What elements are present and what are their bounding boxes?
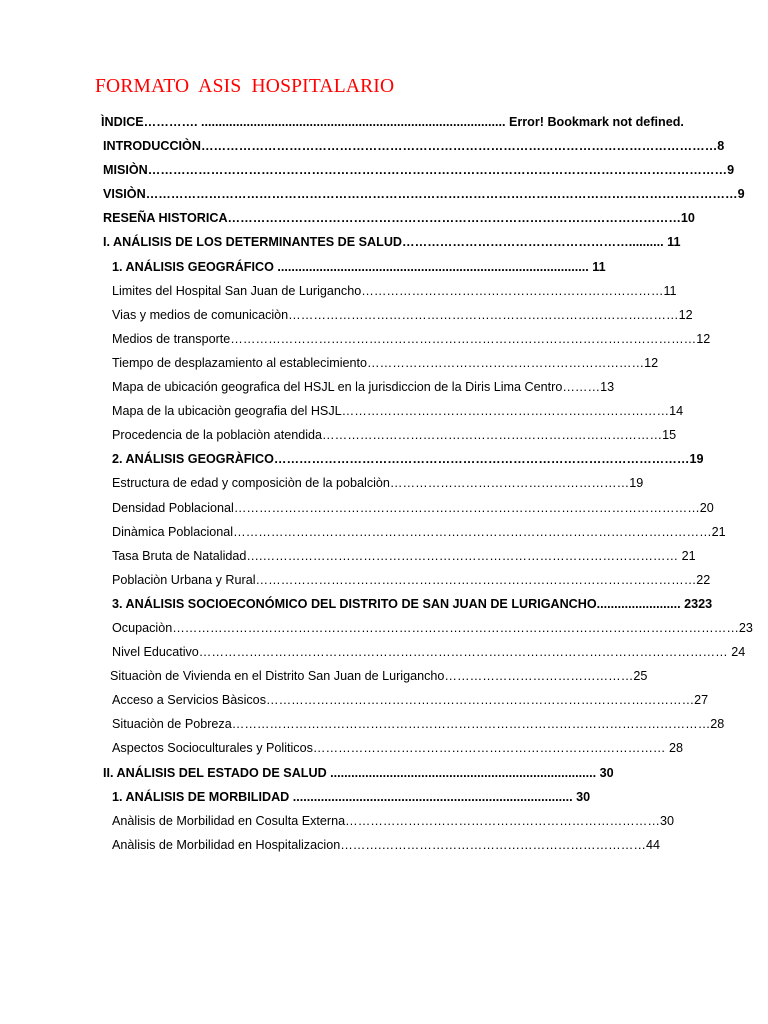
toc-entry: Medios de transporte…………………………………………………………………………………………………12 — [112, 331, 711, 346]
toc-entry: RESEÑA HISTORICA………………………………………………………………………………………………10 — [103, 211, 695, 226]
toc-entry: Ocupaciòn………………………………………………………………………………………………………………………23 — [112, 620, 753, 635]
toc-entry: II. ANÁLISIS DEL ESTADO DE SALUD ............................................................................ 30 — [103, 765, 614, 780]
toc-entry: 1. ANÁLISIS DE MORBILIDAD ................................................................................ 30 — [112, 789, 591, 804]
toc-entry: Limites del Hospital San Juan de Lurigancho………………………………………………………………11 — [112, 283, 677, 298]
toc-entry: Aspectos Socioculturales y Politicos………………………………………………………………………… 28 — [112, 741, 684, 756]
toc-entry: Tiempo de desplazamiento al establecimiento…………………………………………………………12 — [112, 355, 659, 370]
toc-entry: Nivel Educativo……………………………………………………………………………………………………………… 24 — [112, 645, 746, 660]
toc-entry: Tasa Bruta de Natalidad….……………………………………………………………………………………… 21 — [112, 548, 696, 563]
toc-entry: VISIÒN……………………………………………………………………………………………………………………………9 — [103, 187, 745, 202]
toc-entry: INTRODUCCIÒN……………………………………………………………………………………………………………8 — [103, 139, 725, 154]
toc-entry: Vias y medios de comunicaciòn…………………………………………………………………………………12 — [112, 307, 693, 322]
toc-entry: Poblaciòn Urbana y Rural……………………………………………………………………………………………22 — [112, 572, 711, 587]
toc-entry: Acceso a Servicios Bàsicos…………………………………………………………………………………………27 — [112, 693, 709, 708]
toc-entry: ÌNDICE…………. ....................................................................................... Error! Bookmark not defined. — [101, 115, 684, 129]
toc-entry: Mapa de la ubicaciòn geografia del HSJL……………………………………………………………………14 — [112, 404, 684, 419]
toc-entry: Procedencia de la poblaciòn atendida………………………………………………………………………15 — [112, 428, 677, 443]
toc-entry: MISIÒN…………………………………………………………………………………………………………………………9 — [103, 163, 735, 178]
toc-entry: 1. ANÁLISIS GEOGRÁFICO ......................................................................................... 11 — [112, 259, 606, 274]
toc-entry: Anàlisis de Morbilidad en Hospitalizacion……….………………………………………………………44 — [112, 837, 660, 852]
toc-entry: I. ANÁLISIS DE LOS DETERMINANTES DE SALUD……………………………………………….......... 11 — [103, 235, 681, 250]
toc-entry: Mapa de ubicación geografica del HSJL en la jurisdiccion de la Diris Lima Centro………13 — [112, 380, 615, 395]
toc-entry: Situaciòn de Pobreza……………………………………………………………………………………………………28 — [112, 717, 725, 732]
toc-entry: Densidad Poblacional…………………………………………………………………………………………………20 — [112, 500, 714, 515]
toc-entry: Estructura de edad y composiciòn de la pobalciòn…………………………………………………19 — [112, 476, 644, 491]
toc-entry: Anàlisis de Morbilidad en Cosulta Externa…………………………………………………………………30 — [112, 813, 674, 828]
toc-entry: Situaciòn de Vivienda en el Distrito San Juan de Lurigancho………………………………………25 — [110, 669, 648, 684]
document-title: FORMATO ASIS HOSPITALARIO — [95, 76, 395, 97]
toc-entry: 2. ANÁLISIS GEOGRÀFICO………………………………………………………………………………………19 — [112, 452, 704, 467]
toc-entry: 3. ANÁLISIS SOCIOECONÓMICO DEL DISTRITO DE SAN JUAN DE LURIGANCHO........................ 2323 — [112, 596, 713, 611]
table-of-contents — [0, 110, 768, 857]
toc-entry: Dinàmica Poblacional……………………………………………………………………………………………………21 — [112, 524, 726, 539]
